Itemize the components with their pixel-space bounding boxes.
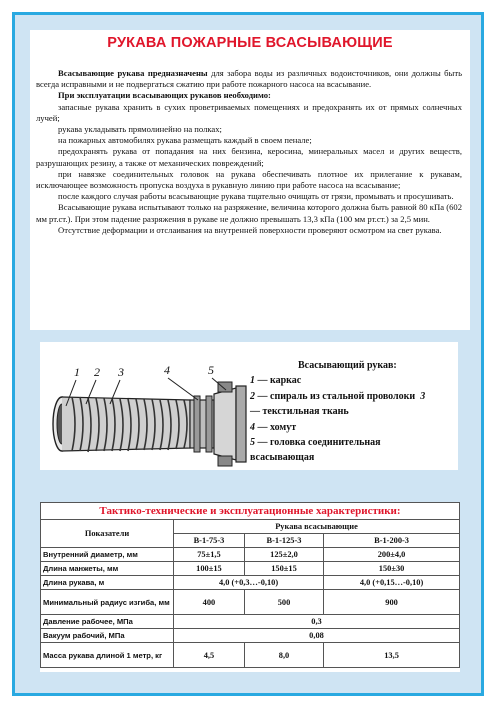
table-row: Давление рабочее, МПа 0,3 bbox=[41, 615, 460, 629]
rule-item: на пожарных автомобилях рукава размещать каждый в своем пенале; bbox=[58, 135, 312, 146]
table-row: Масса рукава длиной 1 метр, кг 4,5 8,0 13,5 bbox=[41, 643, 460, 668]
legend-item: 5 — головка соединительная bbox=[250, 437, 381, 449]
table-row: Вакуум рабочий, МПа 0,08 bbox=[41, 629, 460, 643]
rule-item: при навязке соединительных головок на рукава обеспечивать плотное их прилегание к рукавам, исключающее возможность пропуска воздуха в рукавную линию при работе насоса на всасывание; bbox=[36, 168, 462, 191]
callout-3: 3 bbox=[118, 365, 124, 379]
rules-heading: При эксплуатации всасывающих рукавов необходимо: bbox=[58, 90, 271, 101]
callout-4: 4 bbox=[164, 363, 170, 377]
testing-paragraph: Всасывающие рукава испытывают только на разряжение, величина которого должна быть равной 80 кПа (602 мм рт.ст.). При этом падение разряжения в рукаве не должно превышать 13,3 кПа (100 мм рт.ст.) за 2,5 мин. bbox=[36, 202, 462, 224]
table-model-header: В-1-75-3 bbox=[174, 534, 245, 548]
hose-illustration bbox=[53, 382, 246, 466]
legend-item: 2 — спираль из стальной проволоки 3 bbox=[250, 390, 426, 402]
legend-item: — текстильная ткань bbox=[250, 406, 349, 418]
table-model-header: В-1-125-3 bbox=[244, 534, 323, 548]
table-row: Минимальный радиус изгиба, мм 400 500 900 bbox=[41, 590, 460, 615]
page-title: РУКАВА ПОЖАРНЫЕ ВСАСЫВАЮЩИЕ bbox=[107, 35, 393, 51]
legend-title: Всасывающий рукав: bbox=[298, 360, 397, 371]
legend-item: 4 — хомут bbox=[250, 421, 297, 433]
table-model-header: В-1-200-3 bbox=[324, 534, 460, 548]
table-row: Длина манжеты, мм 100±15 150±15 150±30 bbox=[41, 562, 460, 576]
rule-item: предохранять рукава от попадания на них бензина, керосина, минеральных масел и других веществ, разрушающих резину, а также от механических повреждений; bbox=[36, 146, 462, 168]
table-group-header: Рукава всасывающие bbox=[174, 520, 460, 534]
rule-item: рукава укладывать прямолинейно на полках; bbox=[58, 124, 222, 135]
inspection-paragraph: Отсутствие деформации и отслаивания на внутренней поверхности проверяют осмотром на свет рукава. bbox=[58, 224, 442, 235]
callout-5: 5 bbox=[208, 363, 214, 377]
rule-item: запасные рукава хранить в сухих проветриваемых помещениях и предохранять их от прямых солнечных лучей; bbox=[36, 101, 462, 123]
legend-item: 1 — каркас bbox=[250, 375, 302, 387]
intro-paragraph bbox=[36, 68, 462, 90]
callout-1: 1 bbox=[74, 365, 80, 379]
intro-rest: для забора воды из различных водоисточников, они должны быть всегда исправными и не подвергаться сжатию при работе пожарного насоса на всасывание. bbox=[36, 68, 462, 90]
callout-2: 2 bbox=[94, 365, 100, 379]
legend-item-cont: всасывающая bbox=[250, 452, 315, 464]
table-row: Внутренний диаметр, мм 75±1,5 125±2,0 200±4,0 bbox=[41, 548, 460, 562]
specs-table bbox=[40, 502, 460, 668]
rule-item: после каждого случая работы всасывающие рукава тщательно очищать от грязи, промывать и просушивать. bbox=[58, 191, 454, 202]
table-title: Тактико-технические и эксплуатационные характеристики: bbox=[41, 503, 460, 520]
intro-lead: Всасывающие рукава предназначены bbox=[58, 68, 208, 78]
table-row: Длина рукава, м 4,0 (+0,3…-0,10) 4,0 (+0,15…-0,10) bbox=[41, 576, 460, 590]
table-col-header: Показатели bbox=[41, 520, 174, 548]
diagram-legend bbox=[250, 358, 460, 466]
body-text bbox=[36, 68, 462, 236]
